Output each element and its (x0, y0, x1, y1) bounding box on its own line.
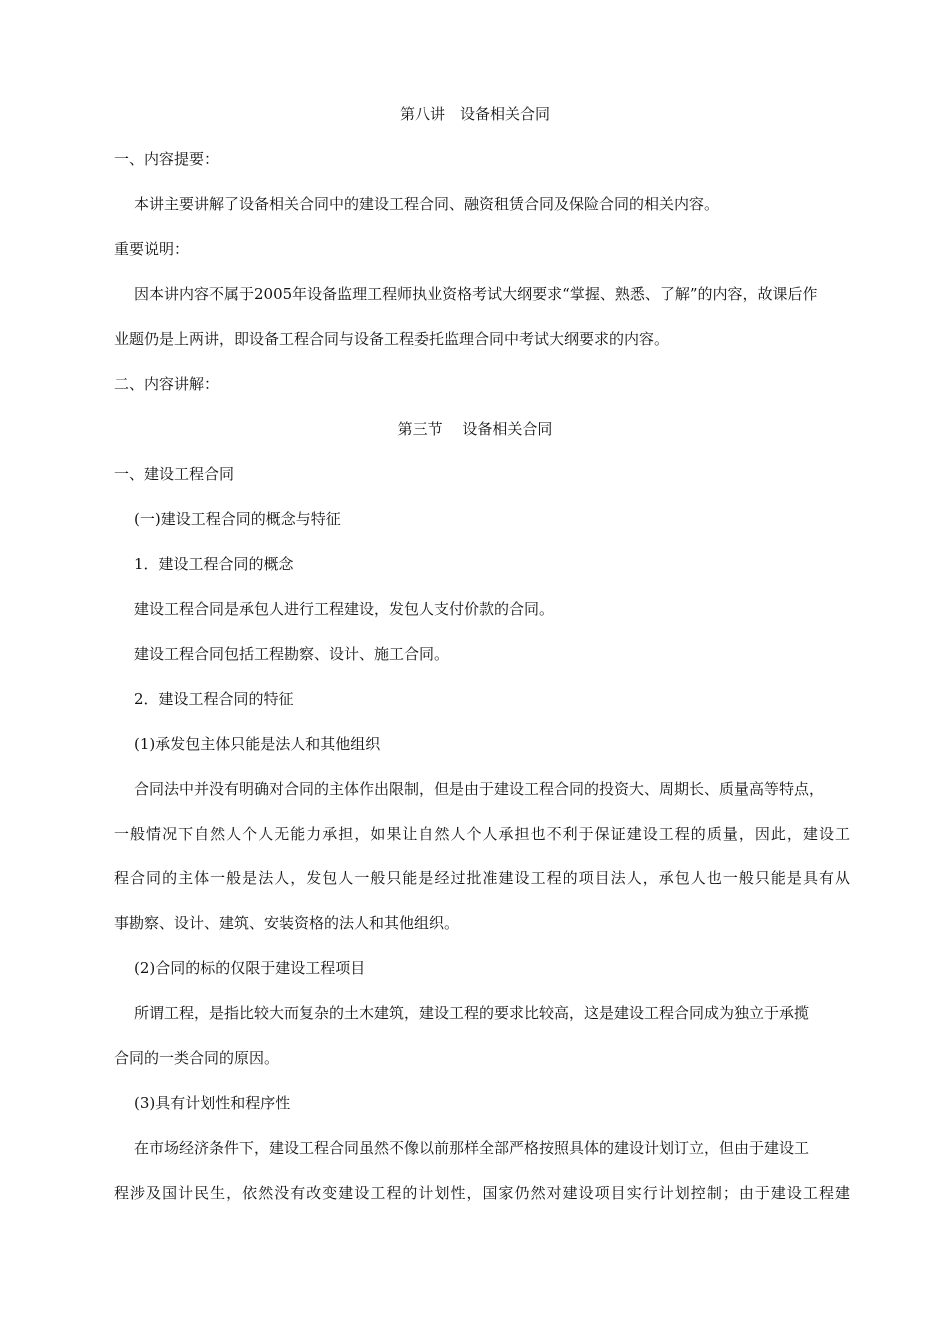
feature1-line-4: 事勘察、设计、建筑、安装资格的法人和其他组织。 (114, 914, 460, 932)
item1-heading: 1．建设工程合同的概念 (134, 555, 294, 573)
feature1-line-3: 程合同的主体一般是法人，发包人一般只能是经过批准建设工程的项目法人，承包人也一般只能是具有从 (114, 869, 850, 887)
feature1-line-1: 合同法中并没有明确对合同的主体作出限制，但是由于建设工程合同的投资大、周期长、质量高等特点， (134, 780, 825, 798)
important-heading: 重要说明： (114, 240, 190, 258)
feature3-line-1: 在市场经济条件下，建设工程合同虽然不像以前那样全部严格按照具体的建设计划订立，但由于建设工 (134, 1139, 810, 1157)
feature1-heading: (1)承发包主体只能是法人和其他组织 (134, 735, 381, 753)
item2-heading: 2．建设工程合同的特征 (134, 690, 294, 708)
important-line-1: 因本讲内容不属于2005年设备监理工程师执业资格考试大纲要求“掌握、熟悉、了解”的内容，故课后作 (134, 285, 818, 303)
section-title: 第三节 设备相关合同 (397, 420, 553, 438)
important-line-2: 业题仍是上两讲，即设备工程合同与设备工程委托监理合同中考试大纲要求的内容。 (114, 330, 670, 348)
feature2-line-2: 合同的一类合同的原因。 (114, 1049, 280, 1067)
explain-heading: 二、内容讲解： (114, 375, 220, 393)
feature3-line-2: 程涉及国计民生，依然没有改变建设工程的计划性，国家仍然对建设项目实行计划控制；由于建设工程建 (114, 1184, 850, 1202)
sub1-heading: (一)建设工程合同的概念与特征 (134, 510, 341, 528)
summary-text: 本讲主要讲解了设备相关合同中的建设工程合同、融资租赁合同及保险合同的相关内容。 (134, 195, 720, 213)
feature3-heading: (3)具有计划性和程序性 (134, 1094, 291, 1112)
part1-heading: 一、建设工程合同 (114, 465, 235, 483)
feature2-heading: (2)合同的标的仅限于建设工程项目 (134, 959, 366, 977)
feature2-line-1: 所谓工程，是指比较大而复杂的土木建筑，建设工程的要求比较高，这是建设工程合同成为独立于承揽 (134, 1004, 810, 1022)
summary-heading: 一、内容提要： (114, 150, 220, 168)
feature1-line-2: 一般情况下自然人个人无能力承担，如果让自然人个人承担也不利于保证建设工程的质量，因此，建设工 (114, 825, 850, 843)
lecture-title: 第八讲 设备相关合同 (399, 105, 550, 123)
item1-text-2: 建设工程合同包括工程勘察、设计、施工合同。 (134, 645, 450, 663)
item1-text-1: 建设工程合同是承包人进行工程建设，发包人支付价款的合同。 (134, 600, 555, 618)
